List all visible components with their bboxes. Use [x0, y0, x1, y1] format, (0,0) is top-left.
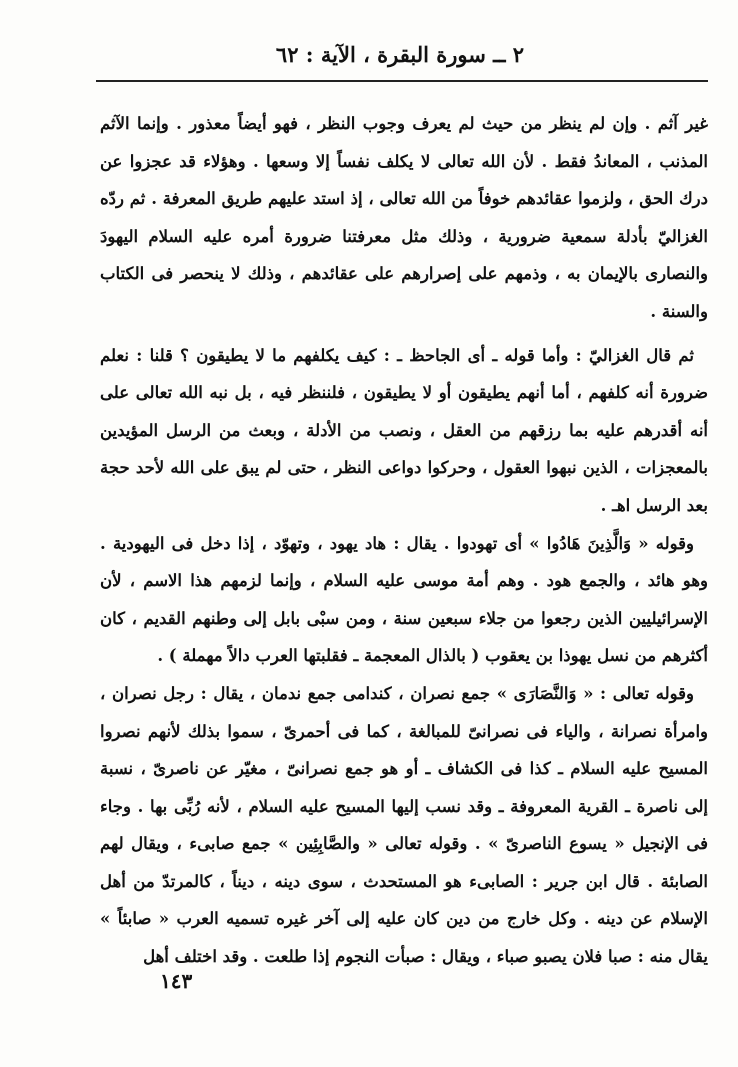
paragraph: غير آثم . وإن لم ينظر من حيث لم يعرف وجوب النظر ، فهو أيضاً معذور . وإنما الآثم المذنب ، المعاندُ فقط . لأن الله تعالى لا يكلف نفساً إلا وسعها . وهؤلاء قد عجزوا عن درك الحق ، ولزموا عقائدهم خوفاً من الله تعالى ، إذ استد عليهم طريق المعرفة . ثم ردّه الغزاليّ بأدلة سمعية ضرورية ، وذلك مثل معرفتنا ضرورة أمره عليه السلام اليهودَ والنصارى بالإيمان به ، وذمهم على إصرارهم على عقائدهم ، وذلك لا ينحصر فى الكتاب والسنة . [100, 114, 708, 321]
main-text [100, 105, 708, 976]
running-head: ٢ ــ سورة البقرة ، الآية : ٦٢ [275, 42, 525, 67]
paragraph: وقوله « وَالَّذِينَ هَادُوا » أى تهودوا . يقال : هاد يهود ، وتهوّد ، إذا دخل فى اليهودية . وهو هائد ، والجمع هود . وهم أمة موسى عليه السلام ، وإنما لزمهم هذا الاسم ، لأن الإسرائيليين الذين رجعوا من جلاء سبعين سنة ، ومن سبْى بابل إلى وطنهم القديم ، كان أكثرهم من نسل يهوذا بن يعقوب ( بالذال المعجمة ـ فقلبتها العرب دالاً مهملة ) . [100, 533, 708, 666]
paragraph: وقوله تعالى : « وَالنَّصَارَى » جمع نصران ، كندامى جمع ندمان ، يقال : رجل نصران ، وامرأة نصرانة ، والياء فى نصرانىّ للمبالغة ، كما فى أحمرىّ ، سموا بذلك لأنهم نصروا المسيح عليه السلام ـ كذا فى الكشاف ـ أو هو جمع نصرانىّ ، مغيّر عن ناصرىّ ، نسبة إلى ناصرة ـ القرية المعروفة ـ وقد نسب إليها المسيح عليه السلام ، لأنه رُبِّى بها . وجاء فى الإنجيل « يسوع الناصرىّ » . وقوله تعالى « والصَّابِئِين » جمع صابىء ، ويقال لهم الصابئة . قال ابن جرير : الصابىء هو المستحدث ، سوى دينه ، ديناً ، كالمرتدّ من أهل الإسلام عن دينه . وكل خارج من دين كان عليه إلى آخر غيره تسميه العرب « صابئاً » يقال منه : صبا فلان يصبو صباء ، ويقال : صبأت النجوم إذا طلعت . وقد اختلف أهل [100, 683, 708, 967]
paragraph: ثم قال الغزاليّ : وأما قوله ـ أى الجاحظ ـ : كيف يكلفهم ما لا يطيقون ؟ قلنا : نعلم ضرورة أنه كلفهم ، أما أنهم يطيقون أو لا يطيقون ، فلننظر فيه ، بل نبه الله تعالى على أنه أقدرهم عليه بما رزقهم من العقل ، ونصب من الأدلة ، وبعث من الرسل المؤيدين بالمعجزات ، الذين نبهوا العقول ، وحركوا دواعى النظر ، حتى لم يبق على الله لأحد حجة بعد الرسل اهـ . [100, 345, 708, 515]
header-rule [96, 80, 708, 82]
page-number: ١٤٣ [160, 969, 193, 993]
